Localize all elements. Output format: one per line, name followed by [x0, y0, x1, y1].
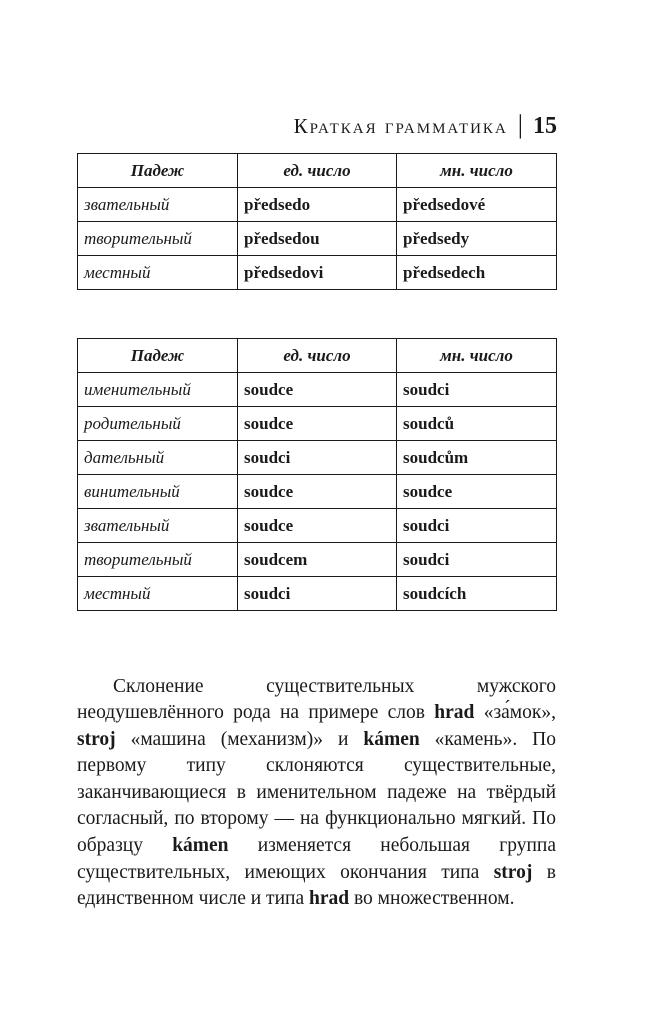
table-row [78, 543, 557, 577]
case-name: местный [78, 577, 238, 611]
singular-form: soudce [238, 407, 397, 441]
singular-form: soudcem [238, 543, 397, 577]
running-head-title: Краткая грамматика [293, 114, 508, 138]
case-name: творительный [78, 543, 238, 577]
case-name: дательный [78, 441, 238, 475]
table-row [78, 188, 557, 222]
table-row [78, 475, 557, 509]
case-name: родительный [78, 407, 238, 441]
singular-form: předsedo [238, 188, 397, 222]
declension-table-predseda [77, 153, 557, 290]
table-row [78, 441, 557, 475]
case-name: творительный [78, 222, 238, 256]
running-head-separator: | [517, 110, 523, 139]
header-plural: мн. число [397, 339, 557, 373]
paragraph-text: изменяется небольшая группа существительных, имеющих окончания типа [77, 835, 557, 883]
page-number: 15 [533, 113, 557, 139]
case-name: винительный [78, 475, 238, 509]
singular-form: soudce [238, 373, 397, 407]
declension-table-soudce [77, 338, 557, 611]
plural-form: předsedech [397, 256, 557, 290]
plural-form: předsedy [397, 222, 557, 256]
singular-form: soudce [238, 475, 397, 509]
paragraph-text: «камень». По первому типу склоняются существительные, заканчивающиеся в именительном падеже на твёрдый согласный, по второму — на функционально мягкий. По образцу [77, 728, 556, 857]
paragraph-text: Склонение существительных мужского неодушевлённого рода на примере слов [77, 675, 556, 724]
czech-word-hrad: hrad [308, 888, 350, 910]
case-name: местный [78, 256, 238, 290]
table-row [78, 222, 557, 256]
singular-form: soudci [238, 577, 397, 611]
plural-form: soudcích [397, 577, 557, 611]
plural-form: soudci [397, 509, 557, 543]
singular-form: předsedovi [238, 256, 397, 290]
czech-word-hrad: hrad [434, 702, 475, 724]
czech-word-stroj: stroj [493, 861, 533, 883]
czech-word-kamen: kámen [363, 728, 420, 750]
table-row [78, 577, 557, 611]
table-header-row [78, 154, 557, 188]
plural-form: předsedové [397, 188, 557, 222]
czech-word-kamen: kámen [172, 835, 229, 857]
plural-form: soudci [397, 543, 557, 577]
paragraph-text: «за́мок», [474, 702, 556, 724]
plural-form: soudci [397, 373, 557, 407]
header-singular: ед. число [238, 154, 397, 188]
table-row [78, 509, 557, 543]
header-singular: ед. число [238, 339, 397, 373]
case-name: именительный [78, 373, 238, 407]
paragraph-text: во множественном. [349, 888, 515, 910]
header-case: Падеж [78, 339, 238, 373]
plural-form: soudců [397, 407, 557, 441]
czech-word-stroj: stroj [77, 728, 116, 750]
table-row [78, 407, 557, 441]
singular-form: soudci [238, 441, 397, 475]
paragraph-text: «машина (механизм)» и [115, 728, 364, 750]
body-paragraph [77, 674, 556, 913]
paragraph-text: в единственном числе и типа [77, 861, 556, 910]
table-header-row [78, 339, 557, 373]
plural-form: soudce [397, 475, 557, 509]
singular-form: soudce [238, 509, 397, 543]
table-row [78, 373, 557, 407]
table-row [78, 256, 557, 290]
plural-form: soudcům [397, 441, 557, 475]
case-name: звательный [78, 188, 238, 222]
header-case: Падеж [78, 154, 238, 188]
running-head [294, 112, 557, 140]
case-name: звательный [78, 509, 238, 543]
singular-form: předsedou [238, 222, 397, 256]
header-plural: мн. число [397, 154, 557, 188]
